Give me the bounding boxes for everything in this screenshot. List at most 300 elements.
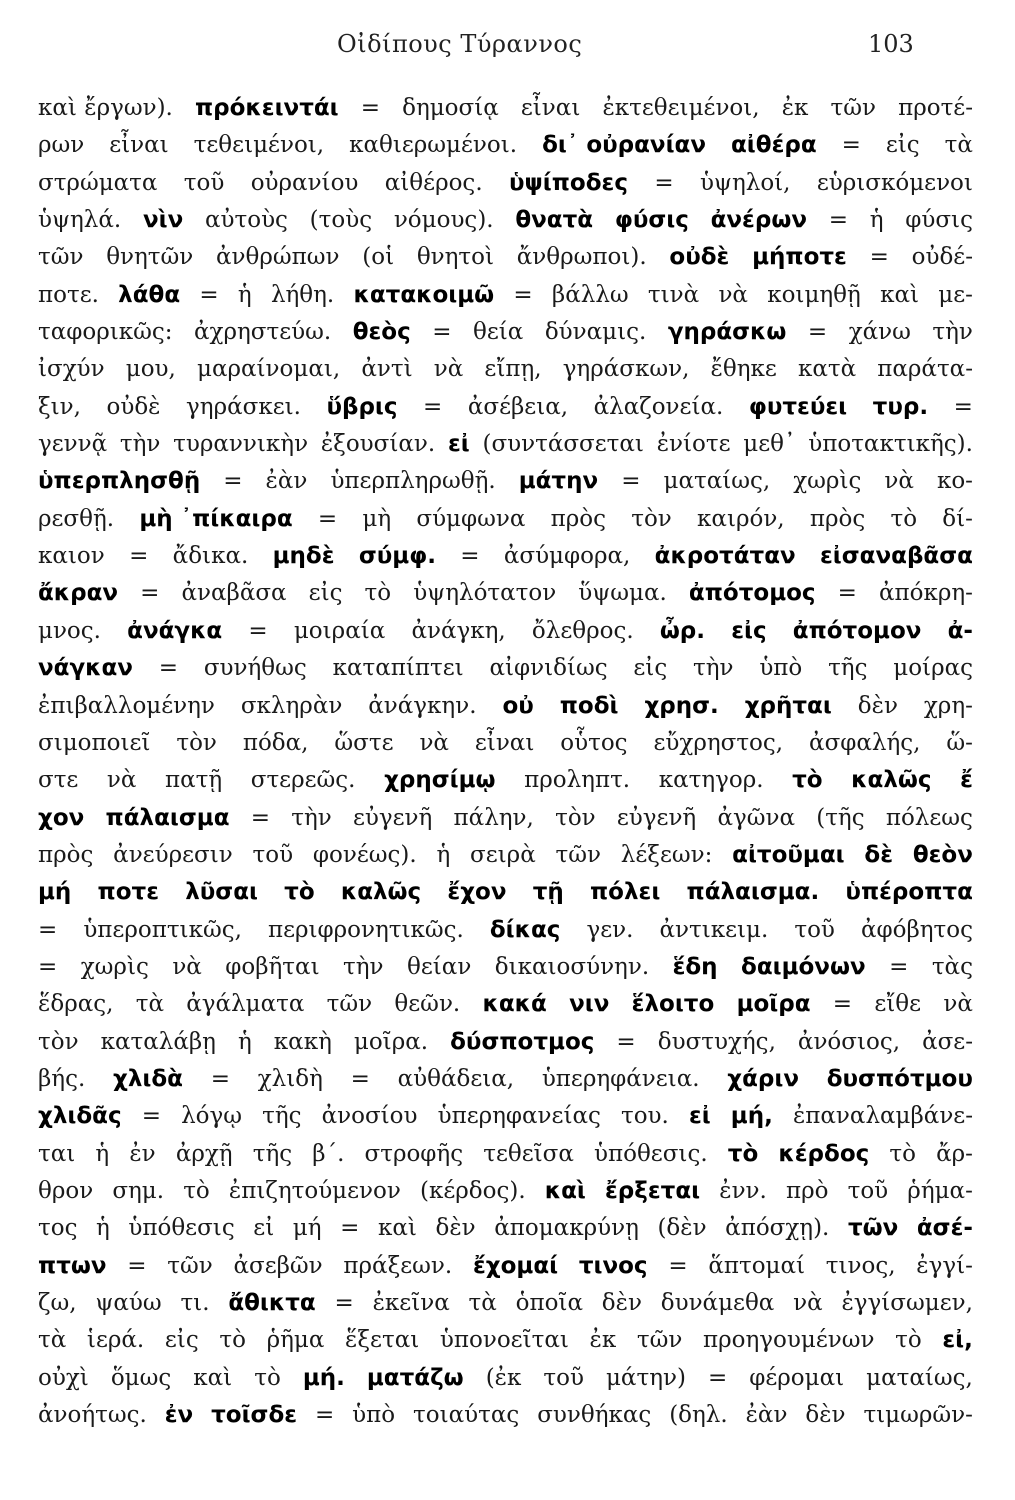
- gloss-word: πράξεων.: [343, 1252, 453, 1279]
- gloss-word: ἕξεται: [345, 1327, 420, 1354]
- gloss-word: στροφῆς: [364, 1140, 464, 1167]
- gloss-word: ἀγῶνα: [717, 804, 795, 831]
- gloss-word: =: [953, 393, 973, 420]
- gloss-word: τοῦ: [794, 916, 835, 943]
- gloss-word: =: [140, 580, 160, 607]
- gloss-word: οὐδέ-: [911, 244, 973, 271]
- gloss-word: εἴπῃ,: [484, 356, 542, 383]
- gloss-word: =: [707, 1364, 728, 1391]
- gloss-word: ἀνθρώπων: [216, 244, 340, 271]
- lemma-word: πάλαισμα: [105, 804, 230, 831]
- gloss-word: ὑπονοεῖται: [439, 1327, 569, 1354]
- gloss-word: δὲν: [601, 1290, 642, 1316]
- gloss-word: οὐδὲ: [106, 393, 161, 420]
- gloss-word: ὑψηλοί,: [699, 169, 791, 196]
- gloss-word: φονέως).: [312, 841, 417, 868]
- gloss-word: τὸν: [38, 1028, 79, 1055]
- gloss-word: ὥστε: [334, 729, 394, 756]
- gloss-word: λόγῳ: [181, 1103, 242, 1130]
- gloss-word: τὰ: [944, 132, 973, 159]
- gloss-word: κοιμηθῇ: [767, 281, 861, 308]
- gloss-word: ὕψωμα.: [578, 580, 667, 607]
- gloss-word: εἶναι: [474, 729, 535, 756]
- gloss-word: δί-: [942, 505, 973, 532]
- gloss-word: εἶναι: [520, 95, 581, 121]
- lemma-word: καὶ: [544, 1177, 586, 1204]
- lemma-word: δὲ: [864, 841, 894, 868]
- gloss-word: καὶ: [880, 281, 919, 308]
- gloss-word: β΄.: [312, 1140, 345, 1167]
- gloss-word: πρὸς: [809, 505, 866, 532]
- gloss-word: τῆς: [252, 1140, 293, 1167]
- gloss-word: μοῖρα.: [353, 1028, 429, 1055]
- gloss-word: ἡ: [96, 1215, 110, 1242]
- gloss-word: χάνω: [848, 319, 911, 346]
- gloss-word: ἀνοσίου: [321, 1103, 418, 1130]
- lemma-word: ἀκροτάταν: [654, 543, 796, 570]
- gloss-word: δυστυχής,: [657, 1028, 776, 1055]
- text-line: [38, 688, 973, 725]
- gloss-word: τὸ: [183, 1177, 210, 1204]
- lemma-word: μὴ ᾽πίκαιρα: [139, 505, 293, 532]
- lemma-word: οὐ: [502, 692, 534, 719]
- lemma-word: ἀνάγκα: [127, 617, 223, 644]
- gloss-word: του.: [620, 1103, 669, 1130]
- gloss-word: ἅπτομαί: [708, 1252, 806, 1279]
- gloss-word: ἀνεύρεσιν: [113, 841, 233, 868]
- lemma-word: εἰ,: [942, 1327, 973, 1354]
- gloss-word: τῆς: [828, 655, 868, 682]
- gloss-word: πρὸς: [550, 505, 606, 532]
- lemma-word: δίκας: [489, 916, 561, 943]
- text-line: [38, 389, 973, 426]
- text-line: [38, 762, 973, 799]
- gloss-word: τυραννικὴν: [173, 431, 309, 458]
- lemma-word: χρησίμῳ: [384, 767, 496, 794]
- lemma-word: εἰς: [731, 617, 767, 644]
- gloss-word: φύσις: [905, 207, 973, 234]
- gloss-word: σειρὰ: [470, 841, 536, 868]
- gloss-word: ἐγγίσωμεν,: [841, 1290, 973, 1316]
- lemma-word: εἰ: [688, 1103, 711, 1130]
- gloss-word: ἀγάλματα: [186, 991, 305, 1018]
- gloss-word: τὸ: [895, 1327, 922, 1354]
- gloss-word: ξιν,: [38, 393, 81, 420]
- gloss-word: ὑπερπληρωθῇ.: [330, 468, 496, 495]
- text-line: [38, 837, 973, 874]
- lemma-word: ὑπερπλησθῇ: [38, 468, 201, 495]
- text-line: [38, 1098, 973, 1135]
- lemma-word: τῶν: [847, 1215, 899, 1242]
- lemma-word: νιν: [569, 991, 610, 1018]
- lemma-word: χρῆται: [744, 692, 832, 719]
- gloss-word: ἐπαναλαμβάνε-: [792, 1103, 973, 1130]
- gloss-word: βής.: [38, 1065, 86, 1092]
- gloss-word: προληπτ.: [524, 767, 631, 794]
- gloss-word: ἀρχῇ: [175, 1140, 233, 1167]
- text-line: [38, 1061, 973, 1098]
- gloss-word: καιον: [38, 543, 105, 570]
- text-line: [38, 501, 973, 538]
- gloss-word: εἰ: [253, 1215, 275, 1242]
- lemma-word: ὑπέροπτα: [845, 879, 973, 906]
- gloss-word: πρὸ: [785, 1177, 829, 1204]
- text-line: [38, 1024, 973, 1061]
- gloss-word: γηράσκει.: [186, 393, 301, 420]
- gloss-word: =: [616, 1028, 636, 1055]
- gloss-word: τῶν: [38, 244, 84, 271]
- gloss-word: =: [141, 1103, 161, 1130]
- gloss-word: ἀναβᾶσα: [181, 580, 287, 607]
- gloss-word: βάλλω: [551, 281, 629, 308]
- text-line: [38, 165, 973, 202]
- gloss-word: =: [38, 953, 58, 980]
- lemma-word: ἔχομαί: [472, 1252, 559, 1279]
- lemma-word: σύμφ.: [358, 543, 436, 570]
- gloss-word: τῶν: [636, 1327, 683, 1354]
- gloss-word: μάτην): [605, 1364, 686, 1391]
- gloss-word: τινος,: [825, 1252, 896, 1279]
- lemma-word: τῇ: [532, 879, 564, 906]
- gloss-word: μοίρας: [893, 655, 973, 682]
- gloss-word: ἐνν.: [719, 1177, 767, 1204]
- lemma-word: τυρ.: [872, 393, 929, 420]
- lemma-word: ποδὶ: [559, 692, 619, 719]
- gloss-word: χρη-: [923, 692, 973, 719]
- gloss-word: =: [668, 1252, 688, 1279]
- lemma-word: ὕβρις: [326, 393, 398, 420]
- lemma-word: πάλαισμα.: [686, 879, 820, 906]
- gloss-word: ἐξουσίαν.: [320, 431, 436, 458]
- gloss-word: τοιαύτας: [413, 1402, 520, 1429]
- gloss-word: =: [317, 505, 338, 532]
- lemma-word: λάθα: [118, 281, 181, 308]
- gloss-word: =: [513, 281, 533, 308]
- gloss-word: τῶν: [326, 991, 373, 1018]
- lemma-word: χον: [38, 804, 85, 831]
- gloss-word: (δηλ.: [669, 1402, 728, 1429]
- gloss-word: ψαύω: [95, 1290, 162, 1316]
- gloss-word: οὐχὶ: [38, 1364, 89, 1391]
- gloss-word: νόμους).: [393, 207, 494, 234]
- gloss-word: =: [807, 319, 828, 346]
- lemma-word: κατακοιμῶ: [353, 281, 495, 308]
- text-line: [38, 127, 973, 164]
- gloss-word: νὰ: [433, 356, 464, 383]
- gloss-word: εὑρισκόμενοι: [816, 169, 973, 196]
- gloss-word: αὐτοὺς: [204, 207, 288, 234]
- gloss-word: ὑπὸ: [759, 655, 803, 682]
- gloss-word: καιρόν,: [697, 505, 785, 532]
- gloss-word: στερεῶς.: [250, 767, 356, 794]
- gloss-word: θρον: [38, 1177, 94, 1204]
- gloss-word: ὑψηλότατον: [413, 580, 557, 607]
- gloss-word: ματαίως,: [866, 1364, 973, 1391]
- text-line: [38, 575, 973, 612]
- gloss-word: (δὲν: [657, 1215, 707, 1242]
- lemma-word: τὸ: [727, 1140, 759, 1167]
- gloss-word: τεθειμένοι,: [193, 132, 325, 159]
- gloss-word: ἐπιζητούμενον: [228, 1177, 401, 1204]
- gloss-word: σιμοποιεῖ: [38, 729, 151, 756]
- text-line: [38, 1322, 973, 1359]
- gloss-word: νὰ: [172, 953, 202, 980]
- gloss-word: γηράσκων,: [562, 356, 690, 383]
- gloss-word: καὶ: [193, 1364, 233, 1391]
- gloss-word: ἄνθρωποι).: [516, 244, 647, 271]
- lemma-word: τινος: [578, 1252, 648, 1279]
- lemma-word: πόλει: [589, 879, 661, 906]
- gloss-word: ἡ: [95, 1140, 110, 1167]
- lemma-word: πρόκειντάι: [194, 95, 339, 121]
- gloss-word: οὗτος: [560, 729, 628, 756]
- gloss-word: ματαίως,: [663, 468, 771, 495]
- gloss-word: ἐκ: [781, 95, 809, 121]
- gloss-word: δημοσίᾳ: [402, 95, 499, 121]
- text-line: [38, 1136, 973, 1173]
- gloss-word: τὸν: [631, 505, 672, 532]
- gloss-word: =: [350, 1065, 370, 1092]
- gloss-word: =: [199, 281, 219, 308]
- gloss-word: (οἱ: [362, 244, 395, 271]
- gloss-word: τὸν: [176, 729, 217, 756]
- gloss-word: =: [314, 1402, 335, 1429]
- lemma-word: ἀσέ-: [916, 1215, 973, 1242]
- gloss-word: ἐγγί-: [916, 1252, 973, 1279]
- lemma-word: ἕδη: [672, 953, 718, 980]
- gloss-word: ἡ: [436, 841, 451, 868]
- gloss-word: προτέ-: [898, 95, 973, 121]
- gloss-word: τῶν: [830, 95, 876, 121]
- gloss-word: εἴθε: [874, 991, 922, 1018]
- gloss-word: ἰσχύν: [38, 356, 105, 383]
- lemma-word: ἀ-: [947, 617, 973, 644]
- text-line: [38, 949, 973, 986]
- gloss-word: πάλην,: [453, 804, 534, 831]
- gloss-word: ἀπόκρη-: [878, 580, 973, 607]
- gloss-word: δικαιοσύνην.: [494, 953, 650, 980]
- gloss-word: τὸ: [890, 505, 918, 532]
- gloss-word: τὴν: [343, 953, 384, 980]
- gloss-word: =: [127, 1252, 147, 1279]
- text-line: [38, 1173, 973, 1210]
- lemma-word: χλιδᾶς: [38, 1103, 122, 1130]
- gloss-word: =: [38, 916, 58, 943]
- gloss-word: θνητῶν: [106, 244, 194, 271]
- gloss-word: =: [889, 953, 909, 980]
- lemma-word: τὸ: [792, 767, 823, 794]
- text-line: [38, 351, 973, 388]
- gloss-word: ὑπερηφανείας: [437, 1103, 601, 1130]
- gloss-word: νὰ: [884, 468, 914, 495]
- gloss-word: πόλεως: [885, 804, 973, 831]
- text-line: [38, 725, 973, 762]
- text-line: [38, 650, 973, 687]
- gloss-word: τὸ: [254, 1364, 281, 1391]
- gloss-word: νὰ: [943, 991, 973, 1018]
- lemma-word: ἄθικτα: [228, 1290, 316, 1316]
- gloss-word: σκληρὰν: [240, 692, 343, 719]
- gloss-word: =: [832, 991, 853, 1018]
- gloss-word: τὰ: [468, 1290, 497, 1316]
- gloss-word: ὥ-: [946, 729, 973, 756]
- gloss-word: εἰς: [633, 655, 668, 682]
- lemma-word: γηράσκω: [667, 319, 787, 346]
- gloss-word: τοῦ: [183, 169, 225, 196]
- gloss-word: ἀσύμφορα,: [503, 543, 631, 570]
- gloss-word: τὸ: [889, 1140, 916, 1167]
- gloss-word: ἀσε-: [922, 1028, 973, 1055]
- gloss-word: ὑπόθεσις: [128, 1215, 235, 1242]
- gloss-word: εὐγενῆ: [352, 804, 433, 831]
- text-line: [38, 912, 973, 949]
- gloss-word: ὑπόθεσις.: [594, 1140, 708, 1167]
- lemma-word: θεὸς: [352, 319, 411, 346]
- lemma-word: καλῶς: [851, 767, 932, 794]
- gloss-word: αἰθέρος.: [384, 169, 483, 196]
- gloss-word: =: [432, 319, 452, 346]
- text-line: [38, 90, 973, 127]
- gloss-word: θείαν: [407, 953, 472, 980]
- gloss-word: ζω,: [38, 1290, 77, 1316]
- gloss-word: θεῶν.: [394, 991, 461, 1018]
- gloss-word: χωρὶς: [80, 953, 149, 980]
- gloss-word: τι.: [180, 1290, 210, 1316]
- gloss-word: μαραίνομαι,: [197, 356, 341, 383]
- gloss-word: σύμφωνα: [416, 505, 526, 532]
- gloss-word: ἐν: [129, 1140, 156, 1167]
- lemma-word: εἰ: [447, 431, 470, 458]
- gloss-word: =: [340, 1215, 360, 1242]
- lemma-word: μοῖρα: [736, 991, 811, 1018]
- gloss-word: (κέρδος).: [419, 1177, 526, 1204]
- lemma-word: φυτεύει: [748, 393, 848, 420]
- gloss-word: εἰς: [308, 580, 343, 607]
- gloss-word: νὰ: [106, 767, 137, 794]
- gloss-word: θνητοὶ: [416, 244, 495, 271]
- lemma-word: φύσις: [614, 207, 689, 234]
- gloss-word: λέξεων:: [620, 841, 713, 868]
- gloss-word: τοῦ: [252, 841, 294, 868]
- gloss-word: κακὴ: [273, 1028, 332, 1055]
- gloss-word: τιμωρῶν-: [863, 1402, 973, 1429]
- gloss-word: νὰ: [419, 729, 449, 756]
- gloss-word: ἐκεῖνα: [372, 1290, 450, 1316]
- gloss-word: ἀντὶ: [361, 356, 413, 383]
- gloss-word: ἀνάγκη,: [411, 617, 506, 644]
- gloss-word: δυνάμεθα: [660, 1290, 775, 1316]
- gloss-word: =: [423, 393, 443, 420]
- gloss-word: ἔθηκε: [710, 356, 777, 383]
- gloss-word: καὶ: [377, 1215, 417, 1242]
- lemma-word: δυσπότμου: [826, 1065, 973, 1092]
- gloss-word: ρων: [38, 132, 85, 159]
- lemma-word: πτων: [38, 1252, 107, 1279]
- lemma-word: νὶν: [142, 207, 184, 234]
- lemma-word: δαιμόνων: [741, 953, 866, 980]
- gloss-word: δὲν: [435, 1215, 476, 1242]
- gloss-word: ἀχρηστεύω.: [194, 319, 332, 346]
- lemma-word: αἰθέρα: [731, 132, 817, 159]
- gloss-word: ἐὰν: [265, 468, 308, 495]
- lemma-word: δι᾽ οὐρανίαν: [542, 132, 707, 159]
- lemma-word: μηδὲ: [272, 543, 335, 570]
- gloss-word: =: [621, 468, 641, 495]
- lemma-word: ὑψίποδες: [508, 169, 628, 196]
- gloss-word: χλιδὴ: [257, 1065, 323, 1092]
- gloss-word: =: [248, 617, 268, 644]
- text-line: [38, 239, 973, 276]
- text-line: [38, 1360, 973, 1397]
- text-line: [38, 463, 973, 500]
- running-title: Οἰδίπους Τύραννος: [337, 30, 583, 58]
- gloss-word: στε: [38, 767, 79, 794]
- gloss-word: θεία: [473, 319, 524, 346]
- gloss-word: ὑπερηφάνεια.: [541, 1065, 700, 1092]
- gloss-word: τῶν: [167, 1252, 213, 1279]
- lemma-word: αἰτοῦμαι: [732, 841, 845, 868]
- gloss-word: τὸν: [555, 804, 596, 831]
- lemma-word: ὦρ.: [659, 617, 706, 644]
- gloss-word: εὔχρηστος,: [653, 729, 784, 756]
- gloss-word: ἕδρας,: [38, 991, 114, 1018]
- gloss-word: τὴν: [693, 655, 734, 682]
- gloss-word: =: [869, 244, 889, 271]
- text-line: [38, 277, 973, 314]
- gloss-word: τὴν: [291, 804, 332, 831]
- gloss-word: ἐκτεθειμένοι,: [602, 95, 760, 121]
- gloss-word: στρώματα: [38, 169, 158, 196]
- gloss-word: (ἐκ: [485, 1364, 522, 1391]
- gloss-word: καταλάβῃ: [100, 1028, 216, 1055]
- gloss-word: φοβῆται: [225, 953, 320, 980]
- lemma-word: μή: [38, 879, 72, 906]
- lemma-word: ματάζω: [366, 1364, 464, 1391]
- gloss-word: ἡ: [237, 1028, 252, 1055]
- gloss-word: σημ.: [112, 1177, 165, 1204]
- gloss-word: κατὰ: [797, 356, 857, 383]
- gloss-word: (συντάσσεται: [482, 431, 644, 458]
- lemma-word: μάτην: [518, 468, 599, 495]
- gloss-word: τος: [38, 1215, 78, 1242]
- running-header: [0, 30, 1015, 70]
- gloss-word: =: [158, 655, 179, 682]
- gloss-word: μεθ᾽: [743, 431, 796, 458]
- gloss-word: δὲν: [805, 1402, 846, 1429]
- lemma-word: ἔρξεται: [605, 1177, 701, 1204]
- lemma-word: ἐν: [164, 1402, 194, 1429]
- gloss-word: ὁποῖα: [515, 1290, 583, 1316]
- gloss-word: =: [334, 1290, 354, 1316]
- gloss-word: νὰ: [718, 281, 748, 308]
- gloss-word: ἄδικα.: [172, 543, 249, 570]
- text-line: [38, 314, 973, 351]
- gloss-word: ἀφόβητος: [860, 916, 973, 943]
- gloss-word: τινὰ: [647, 281, 700, 308]
- gloss-word: ἀλαζονεία.: [593, 393, 724, 420]
- lemma-word: νάγκαν: [38, 655, 133, 682]
- gloss-word: ἐνίοτε: [656, 431, 731, 458]
- lemma-word: ἀπότομον: [792, 617, 922, 644]
- gloss-word: =: [828, 207, 849, 234]
- text-line: [38, 1397, 973, 1434]
- lemma-word: χάριν: [727, 1065, 799, 1092]
- gloss-word: ἱερά.: [86, 1327, 145, 1354]
- gloss-word: ὑψηλά.: [38, 207, 122, 234]
- gloss-word: κατηγορ.: [658, 767, 764, 794]
- gloss-word: τῶν: [555, 841, 601, 868]
- gloss-word: μὴ: [362, 505, 392, 532]
